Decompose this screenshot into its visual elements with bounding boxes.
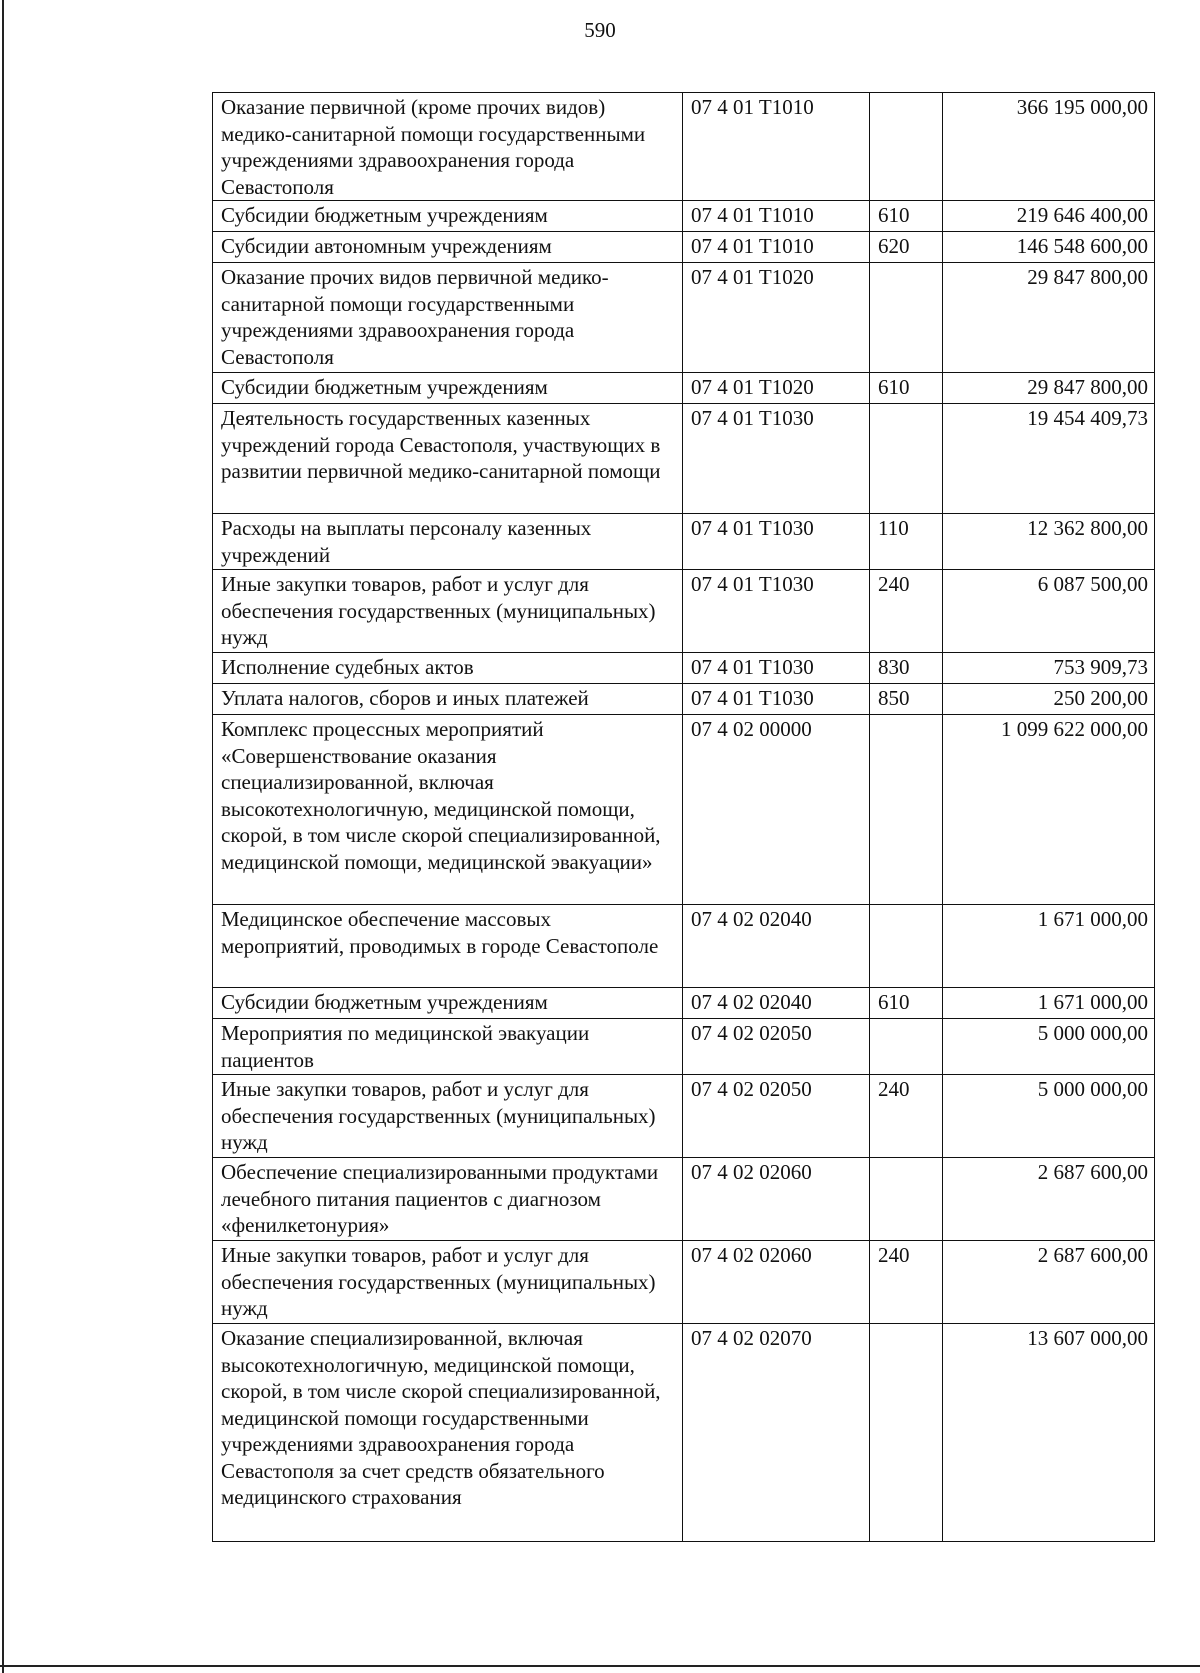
- table-row: [213, 1158, 1155, 1241]
- table-row: [213, 1324, 1155, 1542]
- row-type: [870, 93, 943, 201]
- row-type: 240: [870, 1241, 943, 1324]
- row-name: Исполнение судебных актов: [213, 653, 683, 684]
- table-row: [213, 514, 1155, 570]
- row-type: 620: [870, 232, 943, 263]
- row-code: 07 4 02 02060: [683, 1158, 870, 1241]
- row-code: 07 4 02 02050: [683, 1019, 870, 1075]
- table-row: [213, 93, 1155, 201]
- row-code: 07 4 01 T1030: [683, 570, 870, 653]
- row-name: Уплата налогов, сборов и иных платежей: [213, 684, 683, 715]
- table-row: [213, 715, 1155, 905]
- row-sum: 2 687 600,00: [943, 1158, 1155, 1241]
- row-sum: 2 687 600,00: [943, 1241, 1155, 1324]
- row-sum: 6 087 500,00: [943, 570, 1155, 653]
- row-code: 07 4 02 02060: [683, 1241, 870, 1324]
- table-row: [213, 1075, 1155, 1158]
- row-sum: 5 000 000,00: [943, 1019, 1155, 1075]
- row-name: Иные закупки товаров, работ и услуг для обеспечения государственных (муниципальных) нужд: [213, 1241, 683, 1324]
- row-name: Субсидии бюджетным учреждениям: [213, 988, 683, 1019]
- row-sum: 250 200,00: [943, 684, 1155, 715]
- row-sum: 1 099 622 000,00: [943, 715, 1155, 905]
- row-name: Обеспечение специализированными продуктами лечебного питания пациентов с диагнозом «фенилкетонурия»: [213, 1158, 683, 1241]
- table-row: [213, 1241, 1155, 1324]
- row-type: [870, 1019, 943, 1075]
- row-code: 07 4 02 02050: [683, 1075, 870, 1158]
- row-code: 07 4 01 T1010: [683, 93, 870, 201]
- row-code: 07 4 02 02040: [683, 905, 870, 988]
- table-row: [213, 570, 1155, 653]
- row-type: 830: [870, 653, 943, 684]
- row-sum: 1 671 000,00: [943, 905, 1155, 988]
- row-code: 07 4 01 T1010: [683, 201, 870, 232]
- row-name: Оказание прочих видов первичной медико-санитарной помощи государственными учреждениями здравоохранения города Севастополя: [213, 263, 683, 373]
- table-row: [213, 404, 1155, 514]
- scan-edge-bottom: [0, 1665, 1200, 1667]
- budget-table: [212, 92, 1155, 1542]
- row-type: 110: [870, 514, 943, 570]
- row-code: 07 4 01 T1030: [683, 514, 870, 570]
- row-name: Субсидии автономным учреждениям: [213, 232, 683, 263]
- table-row: [213, 905, 1155, 988]
- row-code: 07 4 02 02070: [683, 1324, 870, 1542]
- row-code: 07 4 01 T1030: [683, 684, 870, 715]
- row-type: [870, 715, 943, 905]
- row-name: Субсидии бюджетным учреждениям: [213, 373, 683, 404]
- row-name: Оказание специализированной, включая высокотехнологичную, медицинской помощи, скорой, в том числе скорой специализированной, медицинской помощи государственными учреждениями здравоохранения города Севастополя за счет средств обязательного медицинского страхования: [213, 1324, 683, 1542]
- row-code: 07 4 01 T1030: [683, 653, 870, 684]
- row-name: Субсидии бюджетным учреждениям: [213, 201, 683, 232]
- row-sum: 29 847 800,00: [943, 373, 1155, 404]
- row-type: [870, 263, 943, 373]
- row-sum: 146 548 600,00: [943, 232, 1155, 263]
- table-row: [213, 232, 1155, 263]
- row-sum: 219 646 400,00: [943, 201, 1155, 232]
- row-type: 240: [870, 1075, 943, 1158]
- row-type: 610: [870, 201, 943, 232]
- table-row: [213, 373, 1155, 404]
- row-sum: 13 607 000,00: [943, 1324, 1155, 1542]
- row-code: 07 4 02 00000: [683, 715, 870, 905]
- row-name: Медицинское обеспечение массовых мероприятий, проводимых в городе Севастополе: [213, 905, 683, 988]
- table-row: [213, 653, 1155, 684]
- row-type: [870, 905, 943, 988]
- row-name: Мероприятия по медицинской эвакуации пациентов: [213, 1019, 683, 1075]
- table-row: [213, 1019, 1155, 1075]
- row-name: Деятельность государственных казенных учреждений города Севастополя, участвующих в развитии первичной медико-санитарной помощи: [213, 404, 683, 514]
- table-row: [213, 684, 1155, 715]
- row-name: Иные закупки товаров, работ и услуг для обеспечения государственных (муниципальных) нужд: [213, 1075, 683, 1158]
- row-code: 07 4 01 T1030: [683, 404, 870, 514]
- row-type: 610: [870, 988, 943, 1019]
- row-sum: 29 847 800,00: [943, 263, 1155, 373]
- row-type: 850: [870, 684, 943, 715]
- row-type: 610: [870, 373, 943, 404]
- row-type: 240: [870, 570, 943, 653]
- scan-edge-left: [2, 0, 4, 1673]
- table-row: [213, 988, 1155, 1019]
- row-name: Расходы на выплаты персоналу казенных учреждений: [213, 514, 683, 570]
- table-row: [213, 201, 1155, 232]
- row-name: Иные закупки товаров, работ и услуг для обеспечения государственных (муниципальных) нужд: [213, 570, 683, 653]
- row-code: 07 4 02 02040: [683, 988, 870, 1019]
- row-sum: 5 000 000,00: [943, 1075, 1155, 1158]
- row-code: 07 4 01 T1010: [683, 232, 870, 263]
- row-code: 07 4 01 T1020: [683, 263, 870, 373]
- row-name: Комплекс процессных мероприятий «Совершенствование оказания специализированной, включая высокотехнологичную, медицинской помощи, скорой, в том числе скорой специализированной, медицинской помощи, медицинской эвакуации»: [213, 715, 683, 905]
- page-number: 590: [584, 18, 616, 42]
- row-type: [870, 404, 943, 514]
- row-sum: 753 909,73: [943, 653, 1155, 684]
- row-type: [870, 1158, 943, 1241]
- row-type: [870, 1324, 943, 1542]
- row-name: Оказание первичной (кроме прочих видов) медико-санитарной помощи государственными учреждениями здравоохранения города Севастополя: [213, 93, 683, 201]
- row-sum: 1 671 000,00: [943, 988, 1155, 1019]
- row-sum: 366 195 000,00: [943, 93, 1155, 201]
- row-code: 07 4 01 T1020: [683, 373, 870, 404]
- row-sum: 12 362 800,00: [943, 514, 1155, 570]
- row-sum: 19 454 409,73: [943, 404, 1155, 514]
- table-row: [213, 263, 1155, 373]
